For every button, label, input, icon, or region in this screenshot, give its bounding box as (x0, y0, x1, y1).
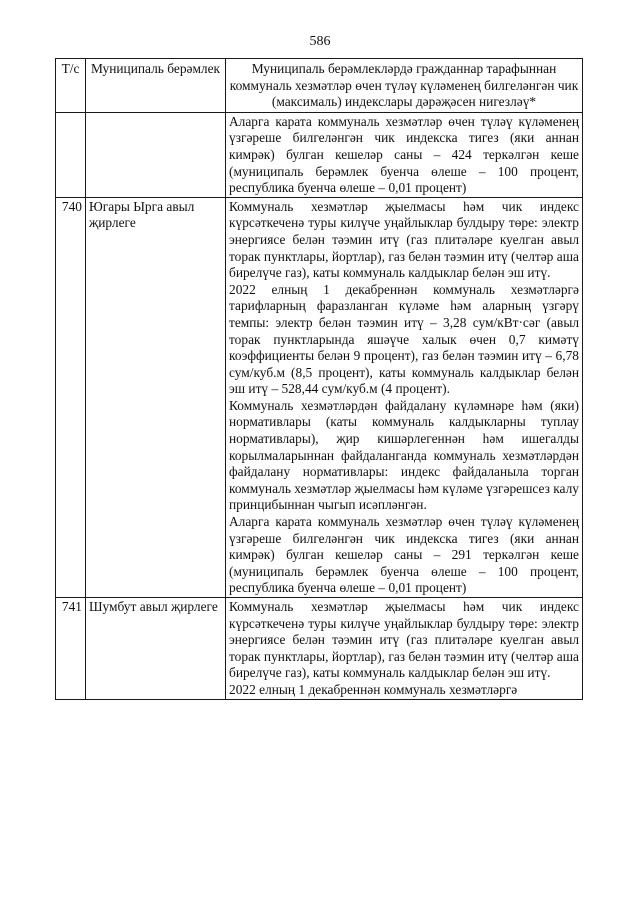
header-basis: Муниципаль берәмлекләрдә гражданнар тарафыннан коммуналь хезмәтләр өчен түләү күләменең билгеләнгән чик (максималь) индекслары дәрәҗәсен нигезләү* (226, 59, 583, 113)
row-number: 740 (56, 197, 86, 597)
row-basis (226, 112, 583, 197)
table-row (56, 598, 583, 700)
row-number: 741 (56, 598, 86, 700)
header-number: Т/с (56, 59, 86, 113)
basis-paragraph: 2022 елның 1 декабреннән коммуналь хезмәтләргә тарифларның фаразланган күләме һәм аларның үзгәрү темпы: электр белән тәэмин итү – 3,28 сум/кВт·сәг (авыл торак пунктларында яшәүче халык өчен 0,7 кимәтү коэффициенты белән 9 процент), газ белән тәэмин итү – 6,78 сум/куб.м (8,5 процент), каты коммуналь калдыклар белән эш итү – 528,44 сум/куб.м (4 процент). (229, 281, 579, 397)
basis-paragraph: Коммуналь хезмәтләрдән файдалану күләмнәре һәм (яки) нормативлары (каты коммуналь калдыкларны туплау нормативлары), җир кишәрлегеннән һәм ишегалды корылмаларыннан файдаланганда коммуналь хезмәтләрдән файдалану нормативлары: индекс файдаланыла торган коммуналь хезмәтләр җыелмасы һәм күләме үзгәрешсез калу принцибыннан чыгып исәпләнгән. (229, 397, 579, 513)
table-row (56, 197, 583, 597)
row-municipality: Шумбут авыл җирлеге (86, 598, 226, 700)
row-municipality: Югары Ырга авыл җирлеге (86, 197, 226, 597)
row-municipality (86, 112, 226, 197)
table-header-row (56, 59, 583, 113)
basis-paragraph: Коммуналь хезмәтләр җыелмасы һәм чик индекс күрсәткеченә туры килүче уңайлыклар булдыру төре: электр энергиясе белән тәэмин итү (газ плитәләре куелган авыл торак пунктлары, йортлар), газ белән тәэмин итү (челтәр аша бирелүче газ), каты коммуналь калдыклар белән эш итү. (229, 198, 579, 281)
header-municipality: Муниципаль берәмлек (86, 59, 226, 113)
row-basis (226, 197, 583, 597)
basis-paragraph: Аларга карата коммуналь хезмәтләр өчен түләү күләменең үзгәреше билгеләнгән чик индекска тигез (яки аннан кимрәк) булган кешеләр саны – 424 теркәлгән кеше (муниципаль берәмлек буенча өлеше – 100 процент, республика буенча өлеше – 0,01 процент) (229, 113, 579, 196)
basis-paragraph: Аларга карата коммуналь хезмәтләр өчен түләү күләменең үзгәреше билгеләнгән чик индекска тигез (яки аннан кимрәк) булган кешеләр саны – 291 теркәлгән кеше (муниципаль берәмлек буенча өлеше – 100 процент, республика буенча өлеше – 0,01 процент) (229, 514, 579, 596)
table-row (56, 112, 583, 197)
basis-paragraph: 2022 елның 1 декабреннән коммуналь хезмәтләргә (229, 681, 518, 697)
basis-paragraph: Коммуналь хезмәтләр җыелмасы һәм чик индекс күрсәткеченә туры килүче уңайлыклар булдыру төре: электр энергиясе белән тәэмин итү (газ плитәләре куелган авыл торак пунктлары, йортлар), газ белән тәэмин итү (челтәр аша бирелүче газ), каты коммуналь калдыклар белән эш итү. (229, 599, 579, 681)
row-basis (226, 598, 583, 700)
row-number (56, 112, 86, 197)
tariff-table (55, 58, 583, 700)
page-number: 586 (309, 34, 331, 49)
